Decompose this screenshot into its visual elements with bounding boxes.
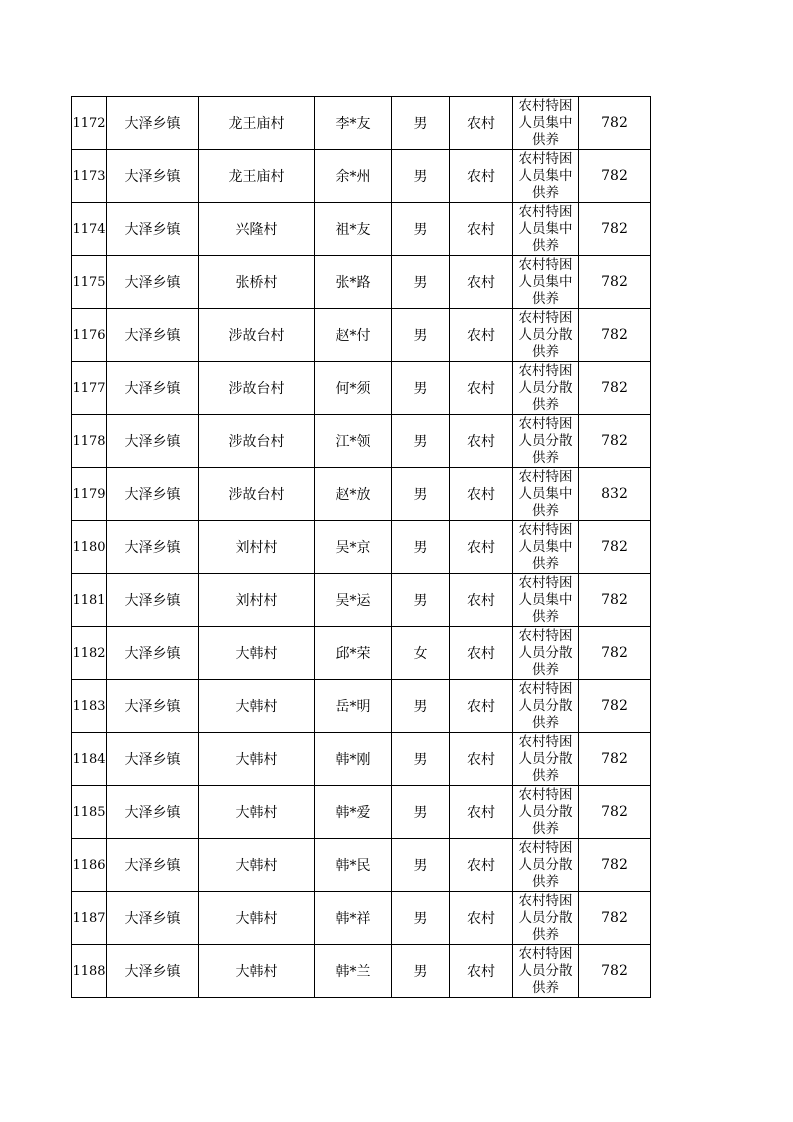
table-row — [72, 945, 651, 998]
table-row — [72, 309, 651, 362]
row-number-cell: 1182 — [72, 627, 107, 680]
area-cell: 农村 — [450, 839, 513, 892]
row-number-cell: 1179 — [72, 468, 107, 521]
recipient-table — [71, 96, 651, 998]
support-type-cell: 农村特困人员分散供养 — [513, 839, 579, 892]
village-cell: 龙王庙村 — [199, 97, 315, 150]
person-name-cell: 吴*京 — [315, 521, 392, 574]
town-cell: 大泽乡镇 — [107, 892, 199, 945]
row-number-cell: 1185 — [72, 786, 107, 839]
area-cell: 农村 — [450, 892, 513, 945]
table-row — [72, 97, 651, 150]
amount-cell: 782 — [579, 839, 651, 892]
table-row — [72, 786, 651, 839]
table-row — [72, 468, 651, 521]
town-cell: 大泽乡镇 — [107, 97, 199, 150]
area-cell: 农村 — [450, 150, 513, 203]
amount-cell: 782 — [579, 627, 651, 680]
support-type-cell: 农村特困人员分散供养 — [513, 945, 579, 998]
area-cell: 农村 — [450, 97, 513, 150]
village-cell: 大韩村 — [199, 786, 315, 839]
town-cell: 大泽乡镇 — [107, 733, 199, 786]
town-cell: 大泽乡镇 — [107, 521, 199, 574]
gender-cell: 女 — [392, 627, 450, 680]
table-row — [72, 150, 651, 203]
person-name-cell: 余*州 — [315, 150, 392, 203]
amount-cell: 782 — [579, 415, 651, 468]
amount-cell: 782 — [579, 892, 651, 945]
amount-cell: 782 — [579, 309, 651, 362]
village-cell: 兴隆村 — [199, 203, 315, 256]
row-number-cell: 1181 — [72, 574, 107, 627]
town-cell: 大泽乡镇 — [107, 362, 199, 415]
gender-cell: 男 — [392, 786, 450, 839]
gender-cell: 男 — [392, 309, 450, 362]
person-name-cell: 何*须 — [315, 362, 392, 415]
person-name-cell: 韩*民 — [315, 839, 392, 892]
area-cell: 农村 — [450, 945, 513, 998]
row-number-cell: 1173 — [72, 150, 107, 203]
area-cell: 农村 — [450, 256, 513, 309]
gender-cell: 男 — [392, 680, 450, 733]
area-cell: 农村 — [450, 362, 513, 415]
table-body — [72, 97, 651, 998]
row-number-cell: 1184 — [72, 733, 107, 786]
gender-cell: 男 — [392, 415, 450, 468]
town-cell: 大泽乡镇 — [107, 945, 199, 998]
person-name-cell: 江*领 — [315, 415, 392, 468]
amount-cell: 782 — [579, 733, 651, 786]
town-cell: 大泽乡镇 — [107, 839, 199, 892]
town-cell: 大泽乡镇 — [107, 574, 199, 627]
town-cell: 大泽乡镇 — [107, 680, 199, 733]
person-name-cell: 张*路 — [315, 256, 392, 309]
table-row — [72, 892, 651, 945]
amount-cell: 782 — [579, 945, 651, 998]
village-cell: 大韩村 — [199, 839, 315, 892]
support-type-cell: 农村特困人员分散供养 — [513, 680, 579, 733]
table-row — [72, 733, 651, 786]
support-type-cell: 农村特困人员集中供养 — [513, 150, 579, 203]
gender-cell: 男 — [392, 892, 450, 945]
amount-cell: 782 — [579, 521, 651, 574]
row-number-cell: 1175 — [72, 256, 107, 309]
person-name-cell: 韩*兰 — [315, 945, 392, 998]
person-name-cell: 赵*放 — [315, 468, 392, 521]
row-number-cell: 1187 — [72, 892, 107, 945]
gender-cell: 男 — [392, 256, 450, 309]
person-name-cell: 韩*刚 — [315, 733, 392, 786]
row-number-cell: 1183 — [72, 680, 107, 733]
village-cell: 龙王庙村 — [199, 150, 315, 203]
town-cell: 大泽乡镇 — [107, 150, 199, 203]
village-cell: 大韩村 — [199, 892, 315, 945]
row-number-cell: 1186 — [72, 839, 107, 892]
person-name-cell: 赵*付 — [315, 309, 392, 362]
support-type-cell: 农村特困人员分散供养 — [513, 309, 579, 362]
gender-cell: 男 — [392, 574, 450, 627]
village-cell: 刘村村 — [199, 574, 315, 627]
table-row — [72, 362, 651, 415]
village-cell: 大韩村 — [199, 733, 315, 786]
table-row — [72, 415, 651, 468]
table-row — [72, 627, 651, 680]
row-number-cell: 1177 — [72, 362, 107, 415]
town-cell: 大泽乡镇 — [107, 415, 199, 468]
row-number-cell: 1180 — [72, 521, 107, 574]
row-number-cell: 1174 — [72, 203, 107, 256]
amount-cell: 832 — [579, 468, 651, 521]
support-type-cell: 农村特困人员集中供养 — [513, 521, 579, 574]
area-cell: 农村 — [450, 627, 513, 680]
row-number-cell: 1172 — [72, 97, 107, 150]
support-type-cell: 农村特困人员集中供养 — [513, 203, 579, 256]
gender-cell: 男 — [392, 945, 450, 998]
gender-cell: 男 — [392, 150, 450, 203]
person-name-cell: 邱*荣 — [315, 627, 392, 680]
table-row — [72, 521, 651, 574]
village-cell: 涉故台村 — [199, 468, 315, 521]
gender-cell: 男 — [392, 362, 450, 415]
table-row — [72, 203, 651, 256]
support-type-cell: 农村特困人员分散供养 — [513, 733, 579, 786]
town-cell: 大泽乡镇 — [107, 468, 199, 521]
row-number-cell: 1178 — [72, 415, 107, 468]
amount-cell: 782 — [579, 362, 651, 415]
table-row — [72, 839, 651, 892]
area-cell: 农村 — [450, 733, 513, 786]
support-type-cell: 农村特困人员集中供养 — [513, 574, 579, 627]
area-cell: 农村 — [450, 309, 513, 362]
person-name-cell: 祖*友 — [315, 203, 392, 256]
amount-cell: 782 — [579, 256, 651, 309]
area-cell: 农村 — [450, 521, 513, 574]
gender-cell: 男 — [392, 97, 450, 150]
support-type-cell: 农村特困人员分散供养 — [513, 786, 579, 839]
village-cell: 大韩村 — [199, 945, 315, 998]
support-type-cell: 农村特困人员分散供养 — [513, 415, 579, 468]
person-name-cell: 韩*祥 — [315, 892, 392, 945]
person-name-cell: 韩*爱 — [315, 786, 392, 839]
person-name-cell: 李*友 — [315, 97, 392, 150]
table-row — [72, 680, 651, 733]
gender-cell: 男 — [392, 733, 450, 786]
village-cell: 涉故台村 — [199, 309, 315, 362]
amount-cell: 782 — [579, 680, 651, 733]
town-cell: 大泽乡镇 — [107, 786, 199, 839]
gender-cell: 男 — [392, 468, 450, 521]
amount-cell: 782 — [579, 97, 651, 150]
area-cell: 农村 — [450, 680, 513, 733]
village-cell: 刘村村 — [199, 521, 315, 574]
support-type-cell: 农村特困人员集中供养 — [513, 256, 579, 309]
town-cell: 大泽乡镇 — [107, 203, 199, 256]
village-cell: 涉故台村 — [199, 415, 315, 468]
person-name-cell: 岳*明 — [315, 680, 392, 733]
village-cell: 涉故台村 — [199, 362, 315, 415]
row-number-cell: 1188 — [72, 945, 107, 998]
amount-cell: 782 — [579, 786, 651, 839]
area-cell: 农村 — [450, 786, 513, 839]
gender-cell: 男 — [392, 839, 450, 892]
row-number-cell: 1176 — [72, 309, 107, 362]
village-cell: 大韩村 — [199, 627, 315, 680]
village-cell: 张桥村 — [199, 256, 315, 309]
town-cell: 大泽乡镇 — [107, 627, 199, 680]
gender-cell: 男 — [392, 203, 450, 256]
support-type-cell: 农村特困人员集中供养 — [513, 97, 579, 150]
amount-cell: 782 — [579, 150, 651, 203]
support-type-cell: 农村特困人员集中供养 — [513, 468, 579, 521]
support-type-cell: 农村特困人员分散供养 — [513, 627, 579, 680]
person-name-cell: 吴*运 — [315, 574, 392, 627]
table-row — [72, 574, 651, 627]
amount-cell: 782 — [579, 574, 651, 627]
gender-cell: 男 — [392, 521, 450, 574]
support-type-cell: 农村特困人员分散供养 — [513, 362, 579, 415]
area-cell: 农村 — [450, 415, 513, 468]
town-cell: 大泽乡镇 — [107, 256, 199, 309]
town-cell: 大泽乡镇 — [107, 309, 199, 362]
area-cell: 农村 — [450, 468, 513, 521]
area-cell: 农村 — [450, 574, 513, 627]
village-cell: 大韩村 — [199, 680, 315, 733]
support-type-cell: 农村特困人员分散供养 — [513, 892, 579, 945]
table-row — [72, 256, 651, 309]
area-cell: 农村 — [450, 203, 513, 256]
amount-cell: 782 — [579, 203, 651, 256]
